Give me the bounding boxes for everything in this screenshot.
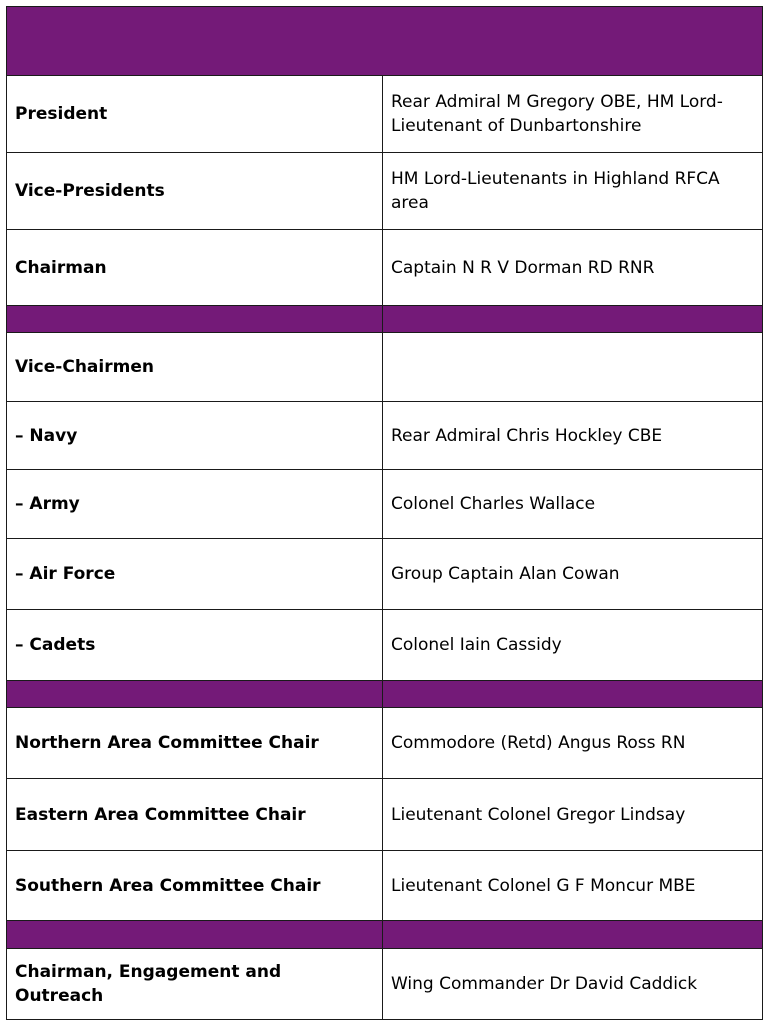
role-cell: Chairman [7, 230, 383, 306]
header-band-cell [7, 7, 763, 76]
table-row [7, 949, 763, 1020]
table-row [7, 610, 763, 681]
table-row [7, 539, 763, 610]
role-cell: – Navy [7, 402, 383, 470]
name-cell: Rear Admiral Chris Hockley CBE [383, 402, 763, 470]
name-cell: HM Lord-Lieutenants in Highland RFCA area [383, 153, 763, 230]
name-cell: Colonel Charles Wallace [383, 470, 763, 539]
name-cell [383, 333, 763, 402]
role-cell: Eastern Area Committee Chair [7, 779, 383, 851]
role-cell: – Air Force [7, 539, 383, 610]
section-divider-band [7, 921, 763, 949]
divider-cell [7, 681, 383, 708]
divider-cell [7, 921, 383, 949]
table-row [7, 851, 763, 921]
divider-cell [383, 306, 763, 333]
divider-cell [383, 921, 763, 949]
role-cell: Vice-Chairmen [7, 333, 383, 402]
table-row [7, 76, 763, 153]
header-band [7, 7, 763, 76]
officers-table [6, 6, 763, 1020]
table-row [7, 402, 763, 470]
role-cell: – Cadets [7, 610, 383, 681]
role-cell: Chairman, Engagement and Outreach [7, 949, 383, 1020]
role-cell: President [7, 76, 383, 153]
name-cell: Group Captain Alan Cowan [383, 539, 763, 610]
role-cell: Northern Area Committee Chair [7, 708, 383, 779]
name-cell: Captain N R V Dorman RD RNR [383, 230, 763, 306]
name-cell: Rear Admiral M Gregory OBE, HM Lord-Lieutenant of Dunbartonshire [383, 76, 763, 153]
divider-cell [7, 306, 383, 333]
table-row [7, 779, 763, 851]
divider-cell [383, 681, 763, 708]
name-cell: Lieutenant Colonel Gregor Lindsay [383, 779, 763, 851]
role-cell: – Army [7, 470, 383, 539]
section-divider-band [7, 306, 763, 333]
table-row [7, 333, 763, 402]
name-cell: Wing Commander Dr David Caddick [383, 949, 763, 1020]
role-cell: Southern Area Committee Chair [7, 851, 383, 921]
table-row [7, 470, 763, 539]
name-cell: Lieutenant Colonel G F Moncur MBE [383, 851, 763, 921]
name-cell: Commodore (Retd) Angus Ross RN [383, 708, 763, 779]
table-row [7, 708, 763, 779]
section-divider-band [7, 681, 763, 708]
table-row [7, 230, 763, 306]
table-row [7, 153, 763, 230]
name-cell: Colonel Iain Cassidy [383, 610, 763, 681]
role-cell: Vice-Presidents [7, 153, 383, 230]
